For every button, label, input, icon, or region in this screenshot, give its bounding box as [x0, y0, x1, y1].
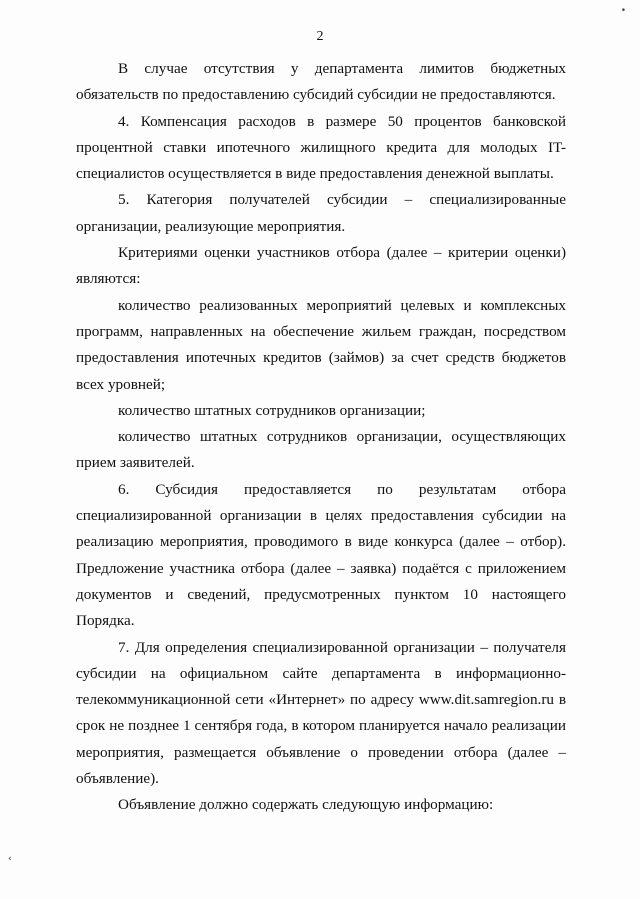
paragraph-item-6-subsidy-selection: 6. Субсидия предоставляется по результатам отбора специализированной организации в целях предоставления субсидии на реализацию мероприятия, проводимого в виде конкурса (далее – отбор). Предложение участника отбора (далее – заявка) подаётся с приложением документов и сведений, предусмотренных пунктом 10 настоящего Порядка. [76, 480, 566, 630]
paragraph-criterion-reception-staff: количество штатных сотрудников организации, осуществляющих прием заявителей. [76, 428, 566, 472]
paragraph-item-4-compensation: 4. Компенсация расходов в размере 50 процентов банковской процентной ставки ипотечного жилищного кредита для молодых IT-специалистов осуществляется в виде предоставления денежной выплаты. [76, 112, 566, 183]
paragraph-criterion-programs: количество реализованных мероприятий целевых и комплексных программ, направленных на обеспечение жильем граждан, посредством предоставления ипотечных кредитов (займов) за счет средств бюджетов всех уровней; [76, 296, 566, 393]
paragraph-announcement-contents: Объявление должно содержать следующую информацию: [118, 796, 494, 814]
scan-artifact-mark: ‹ [8, 854, 12, 864]
paragraph-budget-limits: В случае отсутствия у департамента лимитов бюджетных обязательств по предоставлению субсидий субсидии не предоставляются. [76, 60, 566, 104]
paragraph-item-5-category: 5. Категория получателей субсидии – специализированные организации, реализующие мероприятия. [76, 191, 566, 235]
paragraph-item-7-announcement: 7. Для определения специализированной организации – получателя субсидии на официальном сайте департамента в информационно-телекоммуникационной сети «Интернет» по адресу www.dit.samregion.ru в срок не позднее 1 сентября года, в котором планируется начало реализации мероприятия, размещается объявление о проведении отбора (далее – объявление). [76, 638, 566, 788]
paragraph-evaluation-criteria: Критериями оценки участников отбора (далее – критерии оценки) являются: [76, 244, 566, 288]
page-number: 2 [316, 29, 324, 44]
document-body [76, 56, 566, 819]
scan-artifact-dot: • [620, 6, 626, 16]
paragraph-criterion-staff: количество штатных сотрудников организации; [118, 401, 426, 419]
